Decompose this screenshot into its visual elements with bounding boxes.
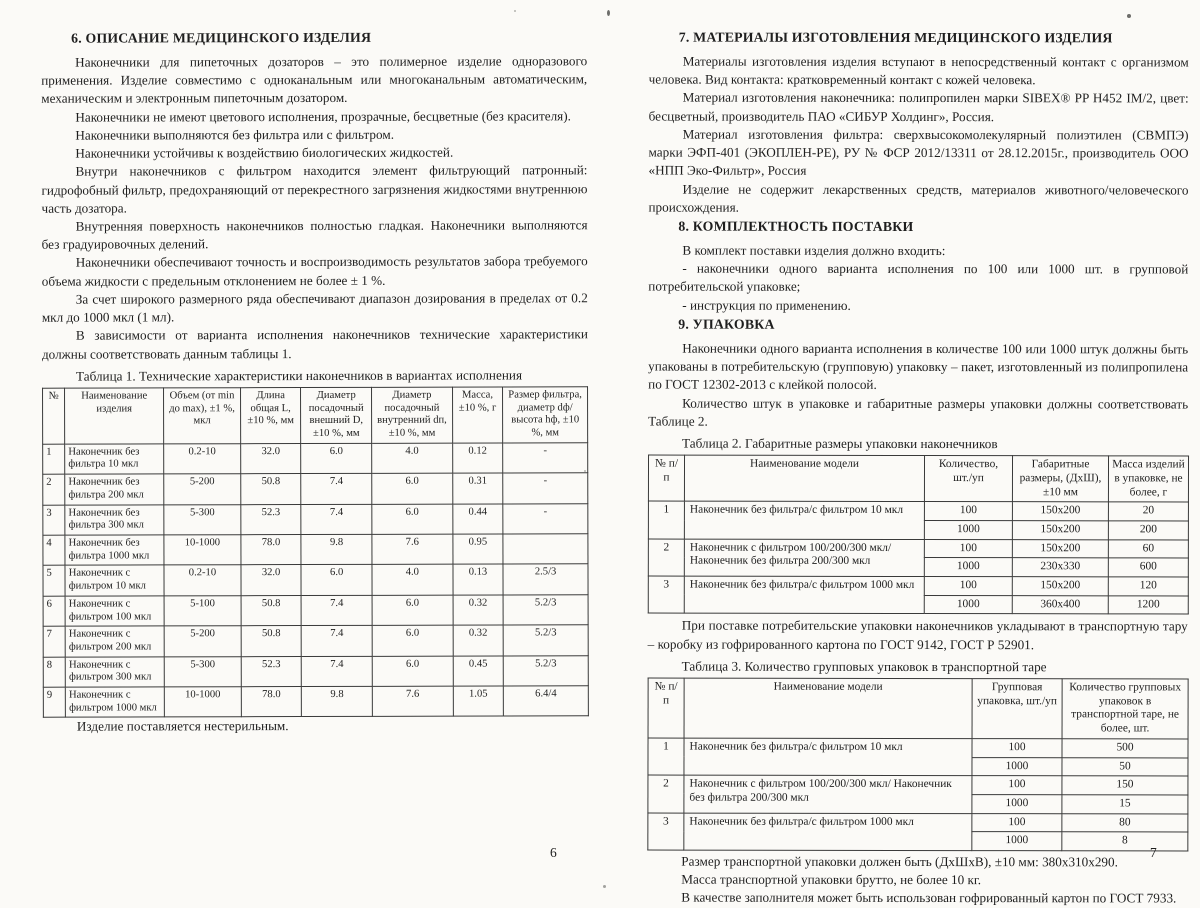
cell: 10-1000 — [164, 687, 241, 718]
cell: 100 — [972, 813, 1062, 832]
cell: 7.4 — [301, 626, 372, 657]
cell: 7.4 — [301, 474, 372, 505]
cell: 2 — [648, 775, 684, 812]
cell: 5-300 — [164, 656, 241, 687]
page-number-left: 6 — [550, 845, 557, 860]
cell: 7.6 — [372, 534, 453, 565]
paragraph: Размер транспортной упаковки должен быть (ДхШхВ), ±10 мм: 380x310x290. — [681, 853, 1118, 870]
table-row — [43, 595, 588, 627]
table2-caption: Таблица 2. Габаритные размеры упаковки наконечников — [682, 435, 998, 452]
cell: 5 — [43, 566, 65, 596]
table3-transport-packaging — [647, 678, 1188, 852]
cell: 100 — [924, 539, 1012, 558]
table-row — [43, 625, 588, 657]
cell: 9 — [43, 687, 65, 717]
cell: 360x400 — [1012, 595, 1108, 614]
paragraph: Изделие не содержит лекарственных средств, материалов животного/человеческого происхождения. — [648, 181, 1189, 215]
cell: 78.0 — [241, 687, 302, 718]
cell: 100 — [924, 502, 1012, 521]
col-header: Наименование модели — [684, 678, 972, 738]
cell: 0.95 — [453, 534, 504, 565]
cell: Наконечник без фильтра 300 мкл — [65, 504, 164, 535]
table-header-row — [648, 678, 1188, 739]
paragraph: Внутри наконечников с фильтром находится элемент фильтрующий патронный: гидрофобный фильтр, предохраняющий от перекрестного загрязнения жидкостями внутреннюю часть дозатора. — [41, 162, 588, 216]
table-row — [43, 655, 588, 687]
table-row — [43, 443, 588, 475]
col-header: Масса, ±10 %, г — [452, 387, 503, 443]
cell: 1000 — [924, 595, 1012, 614]
col-header: Групповая упаковка, шт./уп — [972, 679, 1062, 739]
cell: 32.0 — [241, 565, 302, 596]
cell: 1.05 — [453, 686, 504, 717]
cell: 5-200 — [164, 474, 241, 505]
cell: 8 — [1062, 832, 1188, 851]
cell: 52.3 — [241, 504, 302, 535]
col-header: Наименование модели — [684, 455, 924, 501]
table-header-row — [648, 455, 1188, 502]
col-header: Размер фильтра, диаметр dф/ высота hф, ±10 %, мм — [503, 387, 588, 443]
page-number-right: 7 — [1150, 845, 1157, 860]
cell: 6.0 — [372, 656, 453, 687]
table1-tip-specs — [42, 386, 589, 718]
paragraph: Масса транспортной упаковки брутто, не более 10 кг. — [681, 871, 982, 888]
cell: 0.2-10 — [164, 443, 241, 474]
document-page-right — [647, 28, 1189, 908]
cell: 7.6 — [372, 686, 453, 717]
cell: 3 — [43, 505, 65, 535]
cell: Наконечник с фильтром 10 мкл — [65, 565, 164, 596]
cell: 5.2/3 — [503, 655, 588, 686]
cell: 5.2/3 — [503, 625, 588, 656]
cell: Наконечник с фильтром 200 мкл — [65, 626, 164, 657]
cell: 6.4/4 — [503, 686, 588, 717]
col-header: Количество групповых упаковок в транспортной таре, не более, шт. — [1062, 679, 1188, 739]
cell: 9.8 — [302, 686, 373, 717]
cell: 2 — [43, 474, 65, 504]
cell: 150x200 — [1012, 539, 1108, 558]
cell: - — [503, 473, 588, 504]
paragraph: В комплект поставки изделия должно входить: — [682, 242, 946, 259]
cell: 1 — [43, 444, 65, 474]
cell: 120 — [1108, 577, 1188, 596]
cell: 20 — [1108, 502, 1188, 521]
scan-speck — [1127, 14, 1131, 18]
cell: 52.3 — [241, 656, 302, 687]
cell: 80 — [1062, 813, 1188, 832]
nonsterile-note: Изделие поставляется нестерильным. — [76, 718, 289, 735]
col-header: № п/п — [648, 455, 684, 501]
cell: Наконечник с фильтром 100 мкл — [65, 596, 164, 627]
cell: 1000 — [972, 757, 1062, 776]
cell: 6.0 — [372, 625, 453, 656]
cell: 1000 — [924, 521, 1012, 540]
cell: 50.8 — [241, 474, 302, 505]
col-header: № — [43, 388, 65, 444]
cell: 6.0 — [301, 443, 372, 474]
cell — [503, 534, 588, 565]
cell: 200 — [1108, 521, 1188, 540]
paragraph: Материал изготовления наконечника: полипропилен марки SIBEX® PP H452 IM/2, цвет: бесцветный, производитель ПАО «СИБУР Холдинг», Россия. — [648, 90, 1189, 124]
scan-speck — [584, 470, 586, 472]
scan-speck — [603, 885, 606, 888]
cell: Наконечник без фильтра 10 мкл — [65, 444, 164, 475]
cell: 60 — [1108, 540, 1188, 559]
cell: 1000 — [924, 558, 1012, 577]
table1-caption: Таблица 1. Технические характеристики наконечников в вариантах исполнения — [75, 367, 523, 384]
cell: 50.8 — [241, 595, 302, 626]
table-row — [43, 686, 588, 718]
cell: 150x200 — [1012, 502, 1108, 521]
document-page-left — [41, 27, 589, 736]
cell: 2.5/3 — [503, 564, 588, 595]
table3-caption: Таблица 3. Количество групповых упаковок в транспортной таре — [681, 658, 1047, 675]
table-row — [648, 775, 1188, 795]
col-header: Диаметр посадочный внешний D, ±10 %, мм — [301, 387, 372, 443]
table-row — [648, 738, 1188, 758]
table2-package-sizes — [648, 455, 1189, 615]
paragraph: При поставке потребительские упаковки наконечников укладывают в транспортную тару – коробку из гофрированного картона по ГОСТ 9142, ГОСТ Р 52901. — [647, 618, 1188, 652]
cell: 0.45 — [453, 656, 504, 687]
col-header: № п/п — [648, 678, 684, 738]
cell: 100 — [924, 577, 1012, 596]
table-header-row — [43, 387, 588, 444]
paragraph: В качестве заполнителя может быть использован гофрированный картон по ГОСТ 7933. — [681, 889, 1177, 906]
cell: 3 — [648, 813, 684, 850]
cell: 78.0 — [241, 535, 302, 566]
cell: 6 — [43, 596, 65, 626]
cell: 0.12 — [452, 443, 503, 474]
cell: 0.2-10 — [164, 565, 241, 596]
cell: 0.32 — [453, 625, 504, 656]
cell: 100 — [972, 776, 1062, 795]
cell: 150x200 — [1012, 577, 1108, 596]
table-row — [43, 473, 588, 505]
paragraph: За счет широкого размерного ряда обеспечивают диапазон дозирования в пределах от 0.2 мкл до 1000 мкл (1 мл). — [41, 290, 588, 325]
cell: Наконечник без фильтра 1000 мкл — [65, 535, 164, 566]
cell: 5-300 — [164, 504, 241, 535]
cell: 1200 — [1108, 596, 1188, 615]
cell: 150x200 — [1012, 521, 1108, 540]
cell: Наконечник с фильтром 100/200/300 мкл/ Наконечник без фильтра 200/300 мкл — [684, 775, 972, 813]
cell: 0.13 — [453, 564, 504, 595]
cell: - — [503, 503, 588, 534]
cell: Наконечник без фильтра/с фильтром 10 мкл — [684, 738, 972, 776]
table-row — [648, 813, 1188, 833]
scan-speck — [514, 10, 516, 12]
section-8-heading: 8. КОМПЛЕКТНОСТЬ ПОСТАВКИ — [678, 218, 914, 234]
cell: 0.31 — [452, 473, 503, 504]
col-header: Масса изделий в упаковке, не более, г — [1108, 456, 1188, 502]
cell: 7.4 — [301, 595, 372, 626]
cell: 100 — [972, 738, 1062, 757]
section-7-heading: 7. МАТЕРИАЛЫ ИЗГОТОВЛЕНИЯ МЕДИЦИНСКОГО ИЗДЕЛИЯ — [678, 29, 1113, 46]
paragraph: Наконечники обеспечивают точность и воспроизводимость результатов забора требуемого объема жидкости с предельным отклонением не более ± 1 %. — [41, 253, 588, 289]
cell: Наконечник с фильтром 100/200/300 мкл/ Наконечник без фильтра 200/300 мкл — [684, 539, 924, 577]
cell: Наконечник без фильтра/с фильтром 1000 мкл — [684, 576, 924, 614]
table-row — [648, 576, 1188, 596]
table-row — [43, 503, 588, 535]
col-header: Диаметр посадочный внутренний dп, ±10 %, мм — [372, 387, 453, 443]
cell: 5-100 — [164, 596, 241, 627]
cell: 8 — [43, 657, 65, 687]
paragraph: Внутренняя поверхность наконечников полностью гладкая. Наконечники выполняются без градуировочных делений. — [41, 217, 588, 252]
cell: 1 — [648, 738, 684, 775]
cell: 3 — [648, 576, 684, 613]
cell: 7 — [43, 626, 65, 656]
paragraph: Наконечники выполняются без фильтра или с фильтром. — [75, 126, 395, 143]
paragraph: - инструкция по применению. — [682, 297, 851, 313]
paragraph: Количество штук в упаковке и габаритные размеры упаковки должны соответствовать Таблице 2. — [648, 395, 1189, 429]
paragraph: Наконечники для пипеточных дозаторов – это полимерное изделие одноразового применения. Изделие совместимо с одноканальным или многоканальным автоматическим, механическим и электронным пипеточным дозатором. — [41, 53, 588, 107]
cell: 10-1000 — [164, 535, 241, 566]
cell: 9.8 — [301, 534, 372, 565]
paragraph: Наконечники устойчивы к воздействию биологических жидкостей. — [75, 144, 454, 161]
cell: 230x330 — [1012, 558, 1108, 577]
paragraph: - наконечники одного варианта исполнения по 100 или 1000 шт. в групповой потребительской упаковке; — [648, 260, 1189, 295]
cell: 6.0 — [301, 565, 372, 596]
cell: 2 — [648, 539, 684, 576]
cell: 7.4 — [302, 656, 373, 687]
col-header: Объем (от min до max), ±1 %, мкл — [164, 388, 241, 444]
cell: 4.0 — [372, 443, 453, 474]
col-header: Габаритные размеры, (ДхШ), ±10 мм — [1012, 456, 1108, 502]
cell: 50 — [1062, 757, 1188, 776]
cell: 0.32 — [453, 595, 504, 626]
table-row — [43, 564, 588, 596]
cell: 5-200 — [164, 626, 241, 657]
cell: Наконечник без фильтра/с фильтром 10 мкл — [684, 501, 924, 539]
paragraph: Наконечники одного варианта исполнения в количестве 100 или 1000 штук должны быть упакованы в потребительскую (групповую) упаковку – пакет, изготовленный из полипропилена по ГОСТ 12302-2013 с клейкой полосой. — [648, 340, 1189, 393]
cell: 600 — [1108, 558, 1188, 577]
cell: 6.0 — [372, 504, 453, 535]
cell: 4 — [43, 535, 65, 565]
cell: Наконечник с фильтром 1000 мкл — [66, 687, 165, 718]
cell: 4.0 — [372, 565, 453, 596]
cell: 1 — [648, 501, 684, 538]
cell: 32.0 — [240, 443, 301, 474]
cell: 5.2/3 — [503, 595, 588, 626]
paragraph: Материал изготовления фильтра: сверхвысокомолекулярный полиэтилен (СВМПЭ) марки ЭФП-401 (ЭКОПЛЕН-РЕ), РУ № ФСР 2012/13311 от 28.12.2015г., производитель ООО «НПП Эко-Фильтр», Россия — [648, 126, 1189, 179]
cell: Наконечник без фильтра 200 мкл — [65, 474, 164, 505]
paragraph: Наконечники не имеют цветового исполнения, прозрачные, бесцветные (без красителя). — [75, 108, 571, 125]
cell: 150 — [1062, 776, 1188, 795]
cell: 6.0 — [372, 595, 453, 626]
cell: Наконечник без фильтра/с фильтром 1000 мкл — [684, 813, 972, 851]
cell: 1000 — [972, 832, 1062, 851]
section-9-heading: 9. УПАКОВКА — [678, 316, 775, 332]
table-row — [648, 539, 1188, 559]
table-row — [43, 534, 588, 566]
cell: - — [503, 443, 588, 474]
cell: 15 — [1062, 795, 1188, 814]
scan-speck — [607, 10, 610, 16]
cell: 7.4 — [301, 504, 372, 535]
cell: 0.44 — [453, 504, 504, 535]
section-6-heading: 6. ОПИСАНИЕ МЕДИЦИНСКОГО ИЗДЕЛИЯ — [71, 29, 372, 46]
paragraph: В зависимости от варианта исполнения наконечников технические характеристики должны соответствовать данным таблицы 1. — [41, 326, 588, 362]
col-header: Количество, шт./уп — [924, 456, 1012, 502]
paragraph: Материалы изготовления изделия вступают в непосредственный контакт с организмом человека. Вид контакта: кратковременный контакт с кожей человека. — [648, 53, 1189, 88]
table-row — [648, 501, 1188, 521]
cell: 6.0 — [372, 473, 453, 504]
cell: 1000 — [972, 795, 1062, 814]
col-header: Наименование изделия — [65, 388, 164, 444]
cell: 500 — [1062, 739, 1188, 758]
col-header: Длина общая L, ±10 %, мм — [240, 388, 301, 444]
cell: 50.8 — [241, 626, 302, 657]
cell: Наконечник с фильтром 300 мкл — [65, 657, 164, 688]
